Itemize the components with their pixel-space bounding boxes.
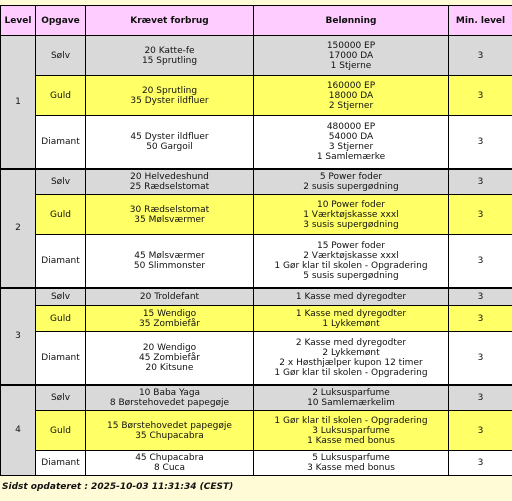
min-level-cell: 3 xyxy=(449,306,512,332)
required-cell-line: 20 Helvedeshund xyxy=(130,171,209,182)
task-tier-cell: Sølv xyxy=(36,36,86,76)
task-tier-cell: Diamant xyxy=(36,116,86,169)
reward-cell-line: 3 Stjerner xyxy=(328,141,374,152)
required-cell xyxy=(86,76,254,116)
required-cell-line: 30 Rædselstomat xyxy=(129,204,210,215)
min-level-cell: 3 xyxy=(449,36,512,76)
min-level-cell: 3 xyxy=(449,451,512,476)
level-cell: 3 xyxy=(1,288,36,385)
reward-cell-line: 1 Gør klar til skolen - Opgradering xyxy=(274,260,428,271)
reward-cell-line: 2 Stjerner xyxy=(328,100,374,111)
table-row xyxy=(1,288,512,306)
reward-cell-line: 160000 EP xyxy=(326,80,376,91)
header-required: Krævet forbrug xyxy=(86,6,254,36)
header-min-level: Min. level xyxy=(449,6,512,36)
reward-cell-line: 1 Lykkemønt xyxy=(322,318,380,329)
reward-cell-line: 54000 DA xyxy=(328,131,374,142)
required-cell-line: 50 Slimmonster xyxy=(133,260,206,271)
reward-cell xyxy=(254,306,449,332)
task-tier-cell: Diamant xyxy=(36,235,86,288)
table-row xyxy=(1,411,512,451)
reward-cell-line: 15 Power foder xyxy=(316,240,385,251)
reward-cell-line: 1 Gør klar til skolen - Opgradering xyxy=(274,367,428,378)
required-cell-line: 35 Zombiefår xyxy=(139,318,200,329)
reward-cell-line: 1 Kasse med dyregodter xyxy=(295,308,407,319)
header-task: Opgave xyxy=(36,6,86,36)
task-tier-cell: Guld xyxy=(36,76,86,116)
reward-cell-line: 1 Kasse med dyregodter xyxy=(295,291,407,302)
reward-cell-line: 2 Luksusparfume xyxy=(312,387,390,398)
reward-cell-line: 3 susis supergødning xyxy=(303,219,399,230)
min-level-cell: 3 xyxy=(449,411,512,451)
reward-cell xyxy=(254,195,449,235)
header-reward: Belønning xyxy=(254,6,449,36)
required-cell xyxy=(86,169,254,195)
required-cell-line: 45 Chupacabra xyxy=(135,453,204,463)
required-cell-line: 20 Sprutling xyxy=(141,85,198,96)
reward-cell-line: 3 Kasse med bonus xyxy=(307,463,395,473)
reward-cell xyxy=(254,116,449,169)
required-cell-line: 15 Børstehovedet papegøje xyxy=(107,420,232,431)
task-tier-cell: Sølv xyxy=(36,385,86,411)
required-cell-line: 45 Zombiefår xyxy=(139,352,200,363)
min-level-cell: 3 xyxy=(449,288,512,306)
required-cell xyxy=(86,332,254,385)
table-row xyxy=(1,235,512,288)
required-cell-line: 50 Gargoil xyxy=(146,141,193,152)
required-cell-line: 35 Mølsværmer xyxy=(134,214,205,225)
reward-cell-line: 5 Power foder xyxy=(319,171,383,182)
reward-cell-line: 2 x Høsthjælper kupon 12 timer xyxy=(279,357,423,368)
reward-cell-line: 2 Lykkemønt xyxy=(322,347,380,358)
required-cell-line: 35 Dyster ildfluer xyxy=(130,95,209,106)
reward-cell xyxy=(254,411,449,451)
required-cell xyxy=(86,288,254,306)
task-tier-cell: Sølv xyxy=(36,169,86,195)
reward-cell-line: 10 Power foder xyxy=(316,199,385,210)
required-cell-line: 15 Wendigo xyxy=(142,308,197,319)
required-cell-line: 20 Kitsune xyxy=(145,362,194,373)
reward-cell xyxy=(254,385,449,411)
reward-cell xyxy=(254,76,449,116)
reward-cell-line: 150000 EP xyxy=(326,40,376,51)
reward-cell-line: 2 Kasse med dyregodter xyxy=(295,337,407,348)
reward-cell-line: 1 Stjerne xyxy=(330,60,372,71)
required-cell-line: 25 Rædselstomat xyxy=(129,181,210,192)
min-level-cell: 3 xyxy=(449,385,512,411)
level-cell: 4 xyxy=(1,385,36,476)
reward-cell-line: 2 susis supergødning xyxy=(303,181,399,192)
task-tier-cell: Diamant xyxy=(36,332,86,385)
reward-cell xyxy=(254,169,449,195)
table-row xyxy=(1,451,512,476)
reward-cell-line: 1 Samlemærke xyxy=(316,151,386,162)
min-level-cell: 3 xyxy=(449,195,512,235)
required-cell-line: 35 Chupacabra xyxy=(135,430,204,441)
required-cell-line: 20 Wendigo xyxy=(142,342,197,353)
header-level: Level xyxy=(1,6,36,36)
reward-cell-line: 5 susis supergødning xyxy=(303,270,399,281)
reward-cell xyxy=(254,288,449,306)
task-tier-cell: Sølv xyxy=(36,288,86,306)
required-cell xyxy=(86,306,254,332)
quest-table-body xyxy=(1,36,512,476)
level-cell: 2 xyxy=(1,169,36,288)
required-cell-line: 20 Katte-fe xyxy=(144,45,195,56)
required-cell xyxy=(86,411,254,451)
required-cell-line: 20 Troldefant xyxy=(139,291,200,302)
table-row xyxy=(1,385,512,411)
reward-cell xyxy=(254,332,449,385)
table-row xyxy=(1,195,512,235)
table-row xyxy=(1,169,512,195)
required-cell xyxy=(86,116,254,169)
level-cell: 1 xyxy=(1,36,36,169)
required-cell-line: 10 Baba Yaga xyxy=(138,387,201,398)
required-cell xyxy=(86,235,254,288)
reward-cell xyxy=(254,451,449,476)
reward-cell-line: 480000 EP xyxy=(326,121,376,132)
table-row xyxy=(1,76,512,116)
reward-cell-line: 1 Værktøjskasse xxxl xyxy=(303,209,399,220)
reward-cell-line: 1 Kasse med bonus xyxy=(307,435,395,446)
reward-cell xyxy=(254,36,449,76)
required-cell xyxy=(86,385,254,411)
required-cell xyxy=(86,195,254,235)
task-tier-cell: Guld xyxy=(36,411,86,451)
required-cell-line: 8 Børstehovedet papegøje xyxy=(109,397,230,408)
reward-cell xyxy=(254,235,449,288)
required-cell-line: 15 Sprutling xyxy=(141,55,198,66)
task-tier-cell: Guld xyxy=(36,306,86,332)
table-row xyxy=(1,306,512,332)
reward-cell-line: 1 Gør klar til skolen - Opgradering xyxy=(274,415,428,426)
reward-cell-line: 17000 DA xyxy=(328,50,374,61)
required-cell xyxy=(86,451,254,476)
reward-cell-line: 5 Luksusparfume xyxy=(312,453,390,463)
header-row xyxy=(1,6,512,36)
quest-table xyxy=(0,5,512,476)
last-updated: Sidst opdateret : 2025-10-03 11:31:34 (CEST) xyxy=(2,482,234,492)
reward-cell-line: 2 Værktøjskasse xxxl xyxy=(303,250,399,261)
required-cell-line: 45 Mølsværmer xyxy=(134,250,205,261)
reward-cell-line: 3 Luksusparfume xyxy=(312,425,390,436)
table-row xyxy=(1,332,512,385)
task-tier-cell: Guld xyxy=(36,195,86,235)
required-cell-line: 8 Cuca xyxy=(153,463,186,473)
required-cell-line: 45 Dyster ildfluer xyxy=(130,131,209,142)
min-level-cell: 3 xyxy=(449,169,512,195)
required-cell xyxy=(86,36,254,76)
min-level-cell: 3 xyxy=(449,76,512,116)
min-level-cell: 3 xyxy=(449,116,512,169)
reward-cell-line: 18000 DA xyxy=(328,90,374,101)
reward-cell-line: 10 Samlemærkelim xyxy=(307,397,395,408)
table-row xyxy=(1,36,512,76)
table-row xyxy=(1,116,512,169)
task-tier-cell: Diamant xyxy=(36,451,86,476)
min-level-cell: 3 xyxy=(449,332,512,385)
min-level-cell: 3 xyxy=(449,235,512,288)
